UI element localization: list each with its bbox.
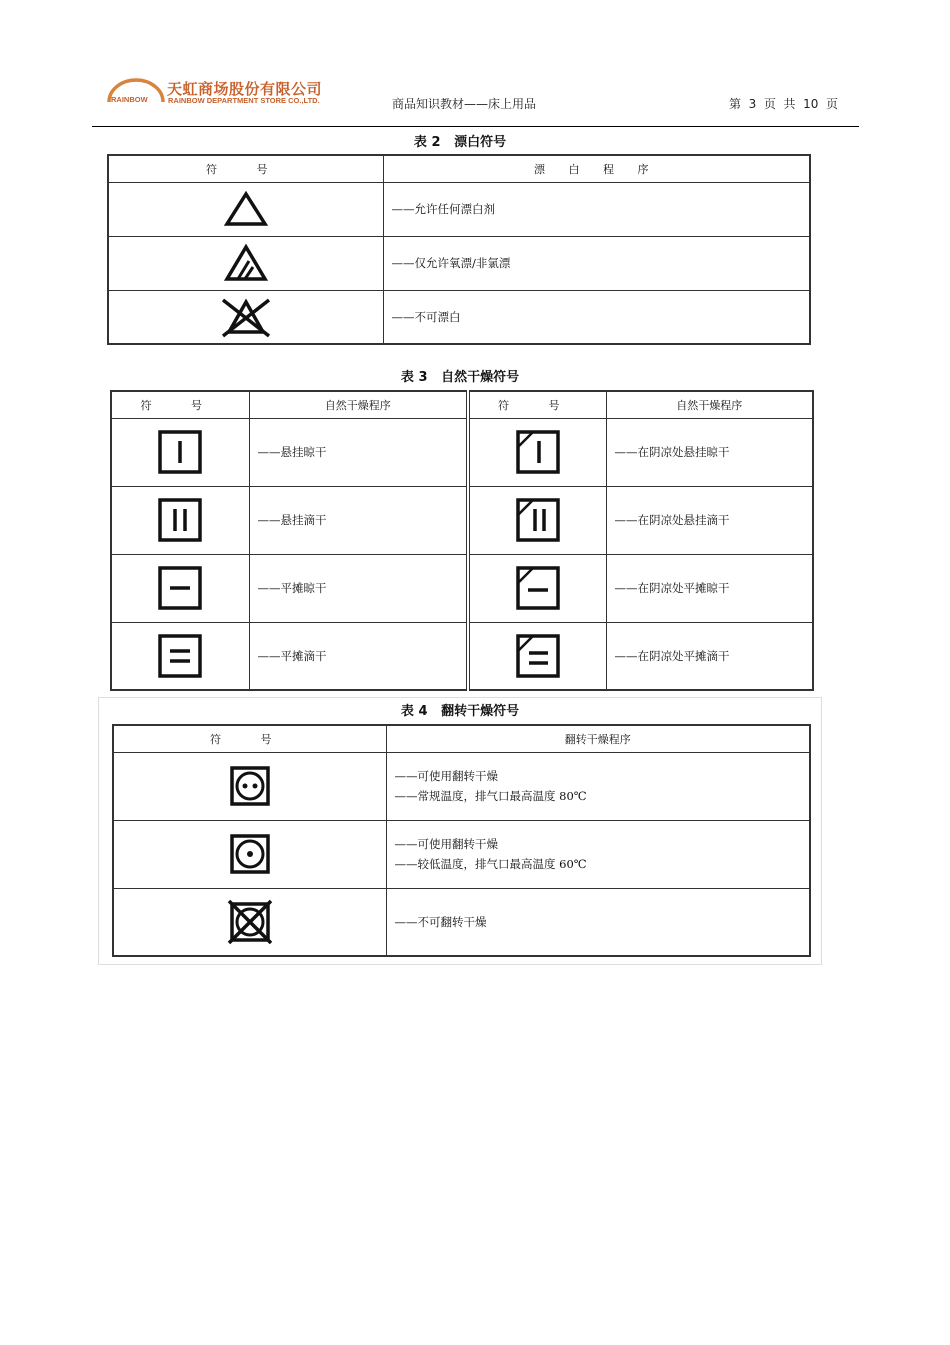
table-row bbox=[113, 888, 810, 956]
row-text: ——悬挂晾干 bbox=[249, 418, 468, 486]
table4-caption: 表 4 翻转干燥符号 bbox=[400, 704, 520, 719]
col-header-process: 漂 白 程 序 bbox=[383, 155, 810, 182]
tumble-dry-two-dots-icon bbox=[113, 752, 386, 820]
logo-company-name-cn: 天虹商场股份有限公司 bbox=[167, 80, 323, 98]
row-text: ——平摊晾干 bbox=[249, 554, 468, 622]
bleach-symbols-table bbox=[107, 154, 811, 345]
table-row bbox=[111, 418, 813, 486]
table2-caption: 表 2 漂白符号 bbox=[413, 135, 507, 150]
table-row bbox=[113, 752, 810, 820]
row-text: ——不可漂白 bbox=[383, 290, 810, 344]
company-logo bbox=[105, 76, 345, 112]
table3-caption: 表 3 自然干燥符号 bbox=[400, 370, 520, 385]
square-double-vertical-line-icon bbox=[111, 486, 249, 554]
col-header-process: 自然干燥程序 bbox=[606, 391, 813, 418]
natural-drying-table bbox=[110, 390, 814, 691]
row-text: ——仅允许氧漂/非氯漂 bbox=[383, 236, 810, 290]
square-double-horizontal-line-icon bbox=[111, 622, 249, 690]
shade-square-double-horizontal-line-icon bbox=[468, 622, 606, 690]
table-row bbox=[108, 236, 810, 290]
table-row bbox=[113, 820, 810, 888]
document-title: 商品知识教材——床上用品 bbox=[392, 97, 537, 111]
table-row bbox=[108, 182, 810, 236]
tumble-dry-crossed-icon bbox=[113, 888, 386, 956]
row-text: ——可使用翻转干燥 ——较低温度，排气口最高温度 60℃ bbox=[386, 820, 810, 888]
row-text: ——允许任何漂白剂 bbox=[383, 182, 810, 236]
table-row bbox=[111, 554, 813, 622]
col-header-symbol: 符 号 bbox=[111, 391, 249, 418]
table-row bbox=[111, 622, 813, 690]
table-header-row bbox=[111, 391, 813, 418]
col-header-process: 自然干燥程序 bbox=[249, 391, 468, 418]
logo-company-name-en: RAINBOW DEPARTMENT STORE CO.,LTD. bbox=[168, 96, 320, 105]
table-header-row bbox=[113, 725, 810, 752]
row-text: ——在阴凉处悬挂晾干 bbox=[606, 418, 813, 486]
shade-square-vertical-line-icon bbox=[468, 418, 606, 486]
tumble-dry-one-dot-icon bbox=[113, 820, 386, 888]
square-vertical-line-icon bbox=[111, 418, 249, 486]
row-text: ——在阴凉处平摊晾干 bbox=[606, 554, 813, 622]
row-text: ——平摊滴干 bbox=[249, 622, 468, 690]
col-header-symbol: 符 号 bbox=[468, 391, 606, 418]
header-divider bbox=[92, 126, 859, 127]
col-header-symbol: 符 号 bbox=[108, 155, 383, 182]
triangle-icon bbox=[108, 182, 383, 236]
logo-brand: RAINBOW bbox=[111, 95, 148, 104]
row-text: ——悬挂滴干 bbox=[249, 486, 468, 554]
triangle-crossed-icon bbox=[108, 290, 383, 344]
page-number: 第 3 页 共 10 页 bbox=[729, 97, 839, 111]
table-row bbox=[111, 486, 813, 554]
row-text: ——在阴凉处平摊滴干 bbox=[606, 622, 813, 690]
tumble-drying-table bbox=[112, 724, 811, 957]
col-header-symbol: 符 号 bbox=[113, 725, 386, 752]
row-text: ——可使用翻转干燥 ——常规温度，排气口最高温度 80℃ bbox=[386, 752, 810, 820]
shade-square-horizontal-line-icon bbox=[468, 554, 606, 622]
table-header-row bbox=[108, 155, 810, 182]
row-text: ——在阴凉处悬挂滴干 bbox=[606, 486, 813, 554]
square-horizontal-line-icon bbox=[111, 554, 249, 622]
shade-square-double-vertical-line-icon bbox=[468, 486, 606, 554]
col-header-process: 翻转干燥程序 bbox=[386, 725, 810, 752]
row-text: ——不可翻转干燥 bbox=[386, 888, 810, 956]
table-row bbox=[108, 290, 810, 344]
triangle-hatched-icon bbox=[108, 236, 383, 290]
